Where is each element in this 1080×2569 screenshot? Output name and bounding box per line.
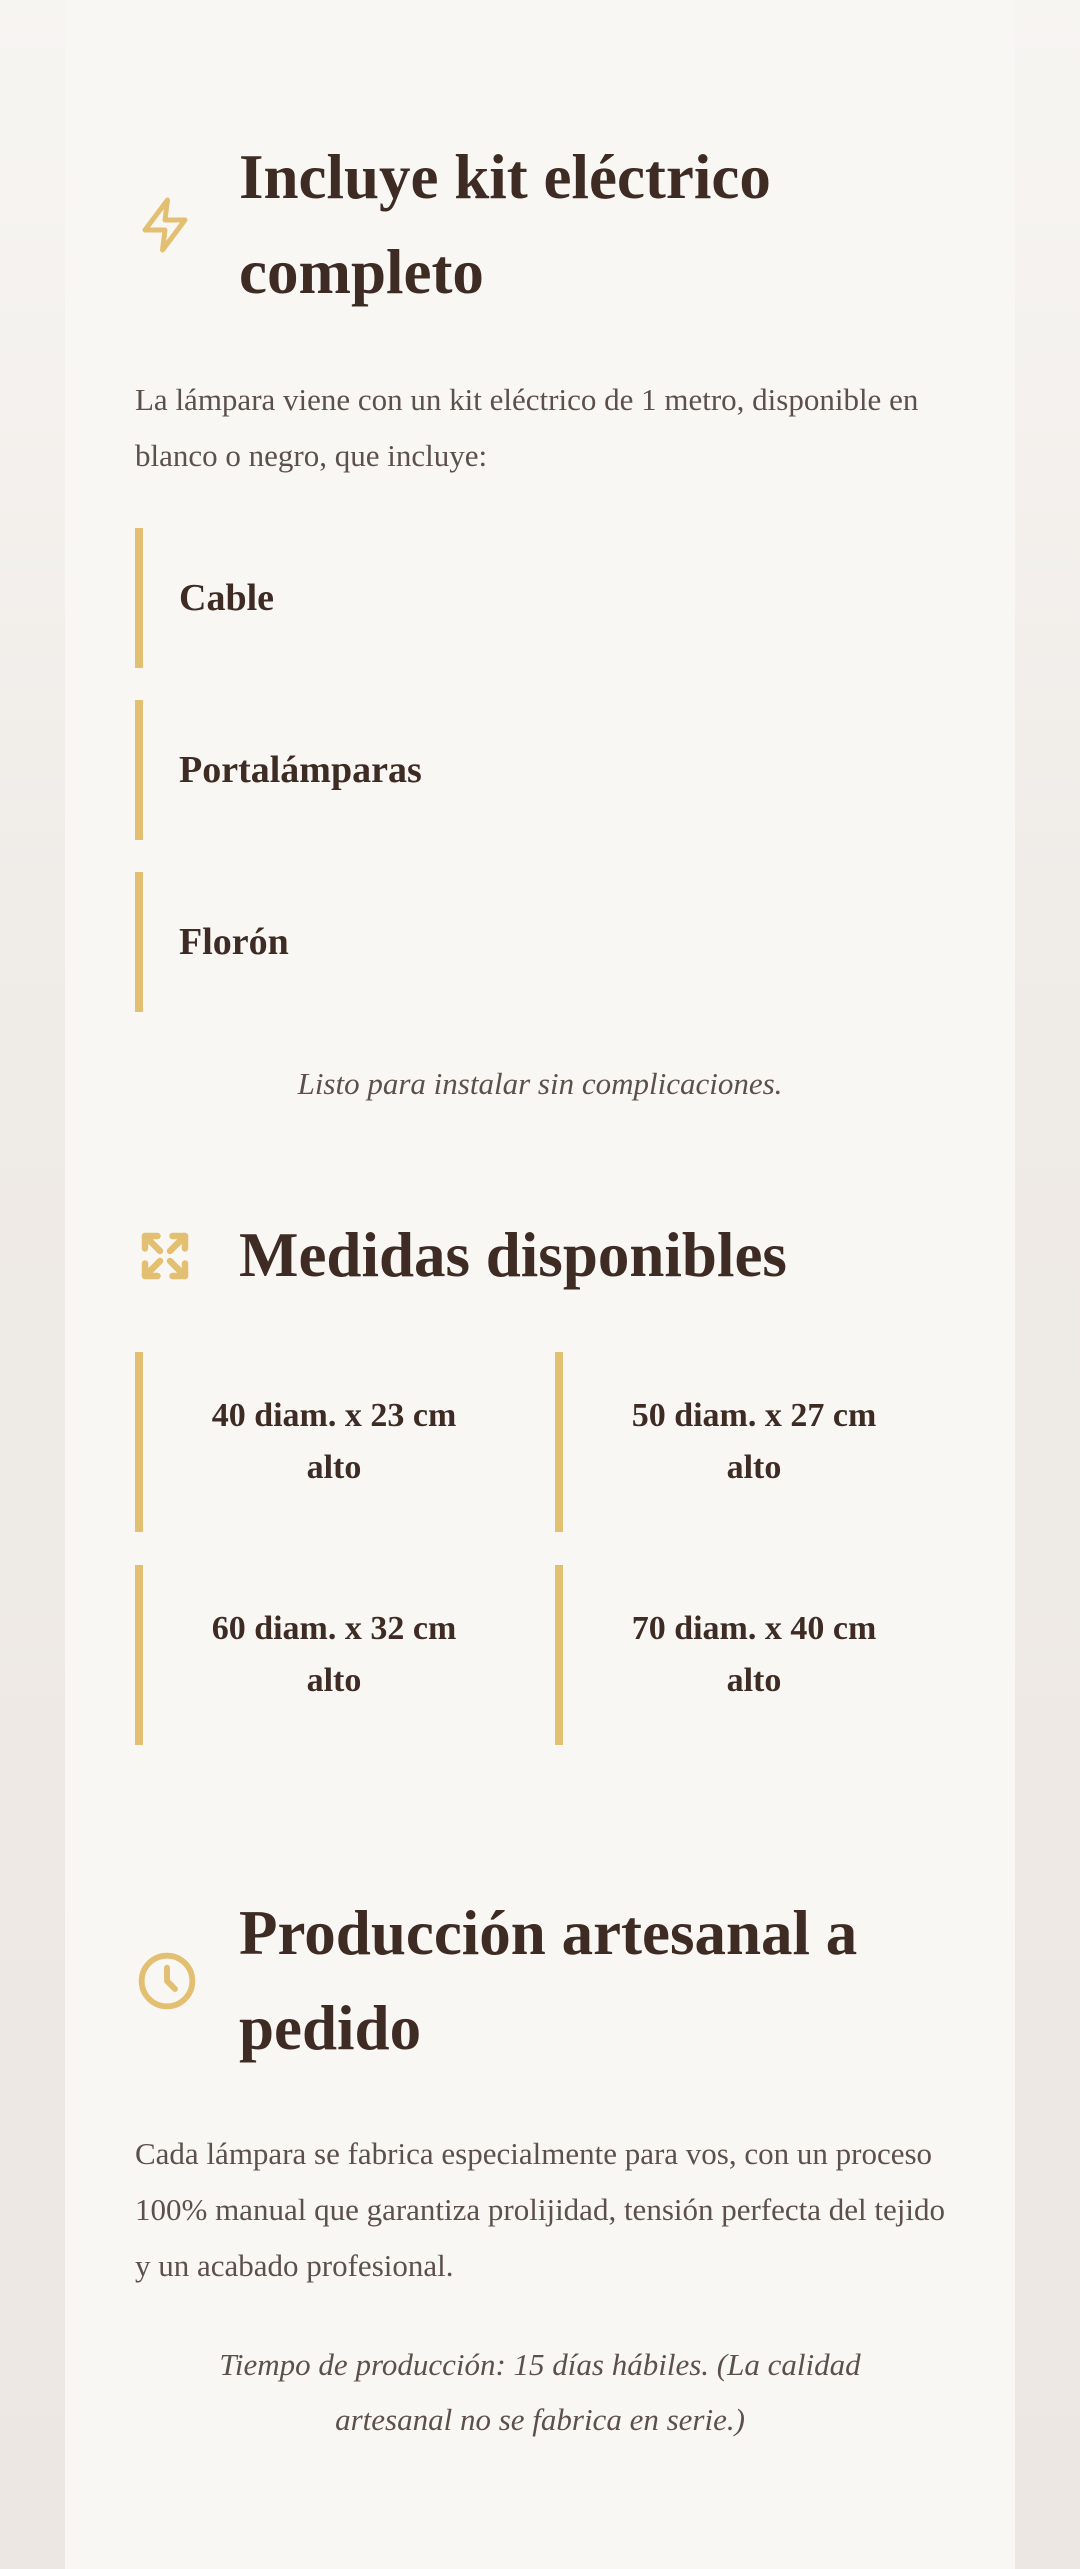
size-label: 50 diam. x 27 cm alto bbox=[631, 1397, 877, 1486]
kit-note: Listo para instalar sin complicaciones. bbox=[297, 1066, 783, 1101]
sizes-heading bbox=[135, 1208, 945, 1303]
size-option bbox=[555, 1352, 945, 1532]
kit-item-label: Portalámparas bbox=[179, 749, 422, 791]
size-label: 40 diam. x 23 cm alto bbox=[211, 1397, 457, 1486]
kit-item bbox=[135, 700, 945, 840]
size-option bbox=[135, 1565, 525, 1745]
size-label: 70 diam. x 40 cm alto bbox=[631, 1610, 877, 1699]
lightning-bolt-icon bbox=[135, 190, 205, 260]
size-option bbox=[555, 1565, 945, 1745]
kit-description: La lámpara viene con un kit eléctrico de 1 metro, disponible en blanco o negro, que incluye: bbox=[135, 382, 919, 473]
production-title: Producción artesanal a pedido bbox=[239, 1898, 858, 2063]
kit-item-label: Florón bbox=[179, 921, 289, 963]
kit-title: Incluye kit eléctrico completo bbox=[239, 142, 771, 307]
kit-item bbox=[135, 872, 945, 1012]
kit-item bbox=[135, 528, 945, 668]
kit-heading bbox=[135, 130, 945, 320]
size-label: 60 diam. x 32 cm alto bbox=[211, 1610, 457, 1699]
production-note: Tiempo de producción: 15 días hábiles. (La calidad artesanal no se fabrica en serie.) bbox=[219, 2347, 861, 2437]
sizes-title: Medidas disponibles bbox=[239, 1220, 787, 1290]
production-description: Cada lámpara se fabrica especialmente para vos, con un proceso 100% manual que garantiza prolijidad, tensión perfecta del tejido y un acabado profesional. bbox=[135, 2136, 946, 2283]
production-heading bbox=[135, 1886, 945, 2076]
clock-icon bbox=[135, 1946, 205, 2016]
size-option bbox=[135, 1352, 525, 1532]
kit-item-label: Cable bbox=[179, 577, 274, 619]
content-card bbox=[65, 0, 1015, 2569]
expand-arrows-icon bbox=[135, 1221, 205, 1291]
